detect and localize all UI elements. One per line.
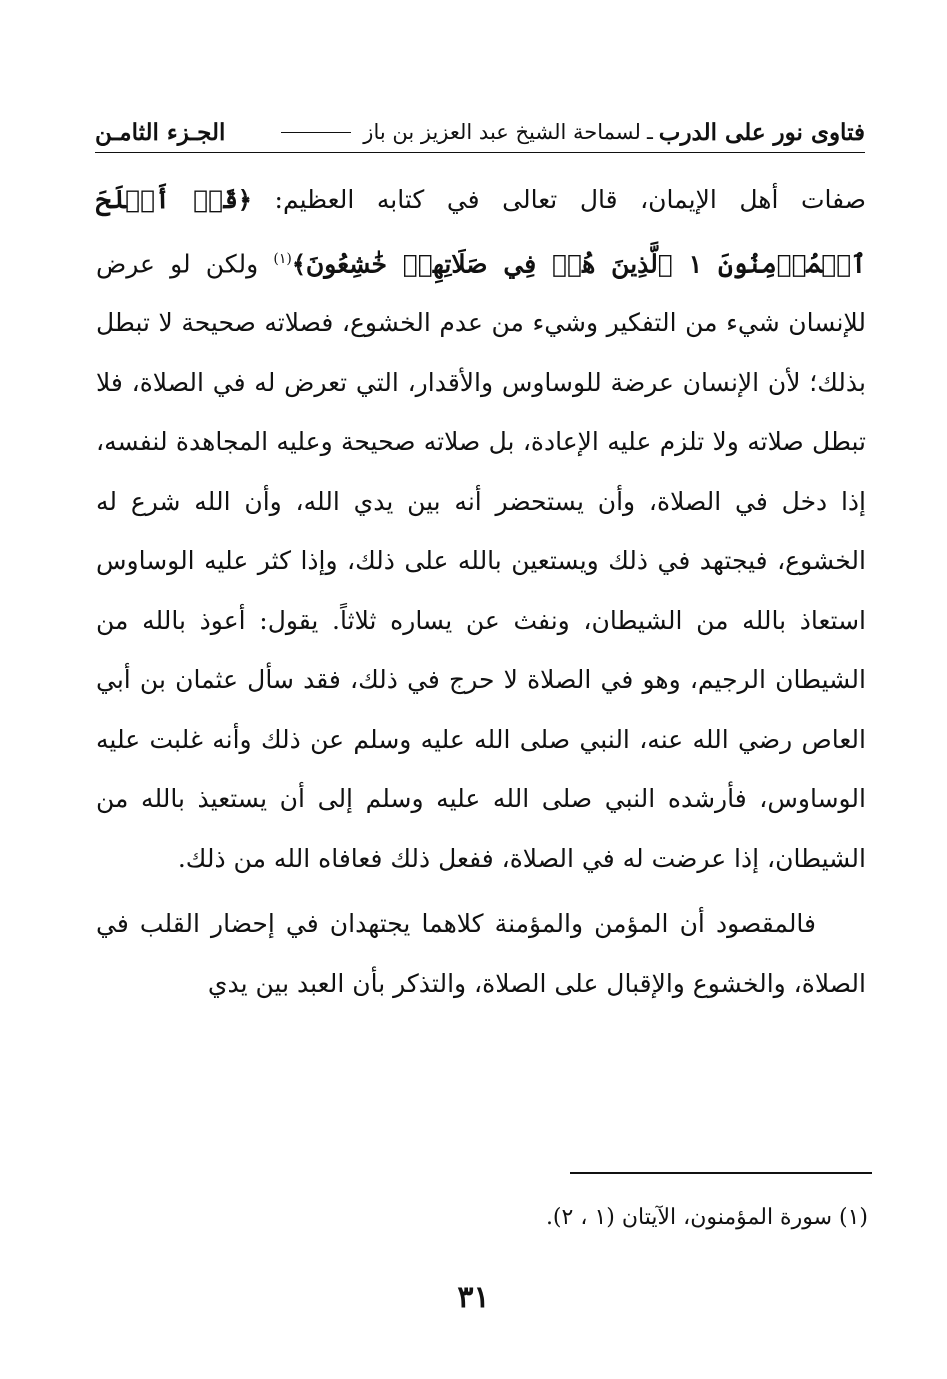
- header-separator: ـ: [646, 120, 653, 144]
- paragraph-2: فالمقصود أن المؤمن والمؤمنة كلاهما يجتهدان في إحضار القلب في الصلاة، والخشوع والإقبال على الصلاة، والتذكر بأن العبد بين يدي: [96, 909, 866, 998]
- header-author: لسماحة الشيخ عبد العزيز بن باز: [363, 120, 641, 144]
- page-number: ٣١: [457, 1280, 490, 1315]
- footnote-reference: (١): [273, 250, 292, 267]
- footnote-divider: [570, 1172, 872, 1174]
- header-book-title: فتاوى نور على الدرب: [658, 118, 865, 146]
- footnote: (١) سورة المؤمنون، الآيتان (١ ، ٢).: [545, 1205, 868, 1230]
- verse-text: قَدۡ أَفۡلَحَ ٱلۡمُؤۡمِنُونَ ١ ٱلَّذِينَ هُمۡ فِي صَلَاتِهِمۡ خَٰشِعُونَ: [96, 185, 867, 278]
- main-text: [96, 170, 866, 1013]
- header-volume: الجـزء الثامـن: [95, 118, 226, 146]
- paragraph-1-intro: صفات أهل الإيمان، قال تعالى في كتابه العظيم:: [251, 185, 866, 214]
- paragraph-1-body: ولكن لو عرض للإنسان شيء من التفكير وشيء من عدم الخشوع، فصلاته صحيحة لا تبطل بذلك؛ لأن الإنسان عرضة للوساوس والأقدار، التي تعرض له في الصلاة، فلا تبطل صلاته ولا تلزم عليه الإعادة، بل صلاته صحيحة وعليه المجاهدة لنفسه، إذا دخل في الصلاة، وأن يستحضر أنه بين يدي الله، وأن الله شرع له الخشوع، فيجتهد في ذلك ويستعين بالله على ذلك، وإذا كثر عليه الوساوس استعاذ بالله من الشيطان، ونفث عن يساره ثلاثاً. يقول: أعوذ بالله من الشيطان الرجيم، وهو في الصلاة لا حرج في ذلك، فقد سأل عثمان بن أبي العاص رضي الله عنه، النبي صلى الله عليه وسلم عن ذلك وأنه غلبت عليه الوساوس، فأرشده النبي صلى الله عليه وسلم إلى أن يستعيذ بالله من الشيطان، إذا عرضت له في الصلاة، ففعل ذلك فعافاه الله من ذلك.: [96, 248, 866, 873]
- verse-close-bracket: ﴾: [291, 248, 306, 278]
- paragraph-1: [96, 170, 866, 888]
- header-title-group: [275, 119, 865, 146]
- running-header: [95, 112, 865, 153]
- verse-open-bracket: ﴿: [237, 185, 252, 214]
- header-rule: [281, 132, 351, 133]
